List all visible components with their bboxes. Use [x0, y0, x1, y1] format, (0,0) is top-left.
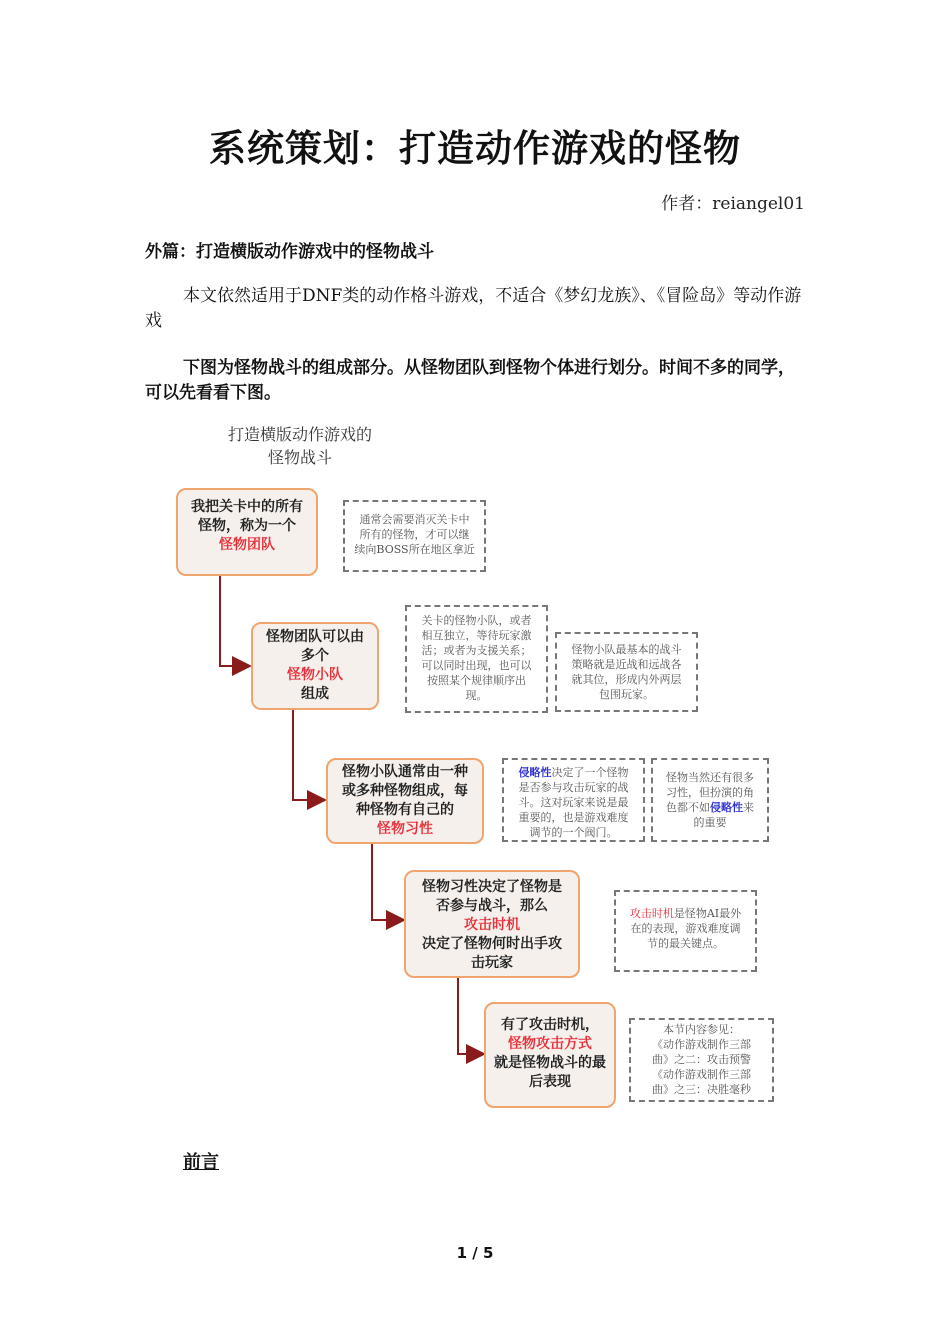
author-line: 作者：reiangel01 — [661, 194, 805, 214]
note-aggression: 侵略性决定了一个怪物 是否参与攻击玩家的战 斗。这对玩家来说是最 重要的，也是游戏难度 调节的一个阀门。 — [502, 758, 645, 842]
connector-3-4 — [372, 844, 402, 920]
connector-1-2 — [220, 576, 248, 666]
intro-paragraph: 本文依然适用于DNF类的动作格斗游戏，不适合《梦幻龙族》、《冒险岛》等动作游戏 — [145, 286, 802, 331]
section-subtitle: 外篇：打造横版动作游戏中的怪物战斗 — [145, 242, 434, 262]
diagram-title — [150, 423, 450, 469]
connector-2-3 — [293, 710, 323, 800]
note-other-habits: 怪物当然还有很多 习性，但扮演的角 色都不如侵略性来 的重要 — [651, 758, 769, 842]
box-attack-method: 有了攻击时机， 怪物攻击方式 就是怪物战斗的最 后表现 — [484, 1002, 616, 1108]
diagram-title-line2: 怪物战斗 — [267, 448, 332, 467]
preface-heading-link[interactable]: 前言 — [183, 1152, 219, 1173]
box-attack-timing: 怪物习性决定了怪物是 否参与战斗，那么 攻击时机 决定了怪物何时出手攻 击玩家 — [404, 870, 580, 978]
note-squad-relation: 关卡的怪物小队，或者 相互独立，等待玩家激 活；或者为支援关系； 可以同时出现，也可以 按照某个规律顺序出 现。 — [405, 605, 548, 713]
note-team: 通常会需要消灭关卡中 所有的怪物，才可以继 续向BOSS所在地区拿近 — [343, 500, 486, 572]
diagram-intro-paragraph: 下图为怪物战斗的组成部分。从怪物团队到怪物个体进行划分。时间不多的同学，可以先看看下图。 — [145, 358, 795, 403]
box-monster-squad: 怪物团队可以由 多个 怪物小队 组成 — [251, 622, 379, 710]
diagram-title-line1: 打造横版动作游戏的 — [227, 425, 372, 444]
page-title: 系统策划：打造动作游戏的怪物 — [209, 127, 741, 170]
box-monster-habit: 怪物小队通常由一种 或多种怪物组成，每 种怪物有自己的 怪物习性 — [326, 758, 484, 844]
page-number: 1 / 5 — [456, 1244, 494, 1262]
box-monster-team: 我把关卡中的所有 怪物，称为一个 怪物团队 — [176, 488, 318, 576]
connector-4-5 — [458, 978, 482, 1054]
note-squad-strategy: 怪物小队最基本的战斗 策略就是近战和远战各 就其位，形成内外两层 包围玩家。 — [555, 632, 698, 712]
note-attack-timing: 攻击时机是怪物AI最外 在的表现，游戏难度调 节的最关键点。 — [614, 890, 757, 972]
note-references: 本节内容参见： 《动作游戏制作三部 曲》之二：攻击预警 《动作游戏制作三部 曲》之三：决胜毫秒 — [629, 1018, 774, 1102]
